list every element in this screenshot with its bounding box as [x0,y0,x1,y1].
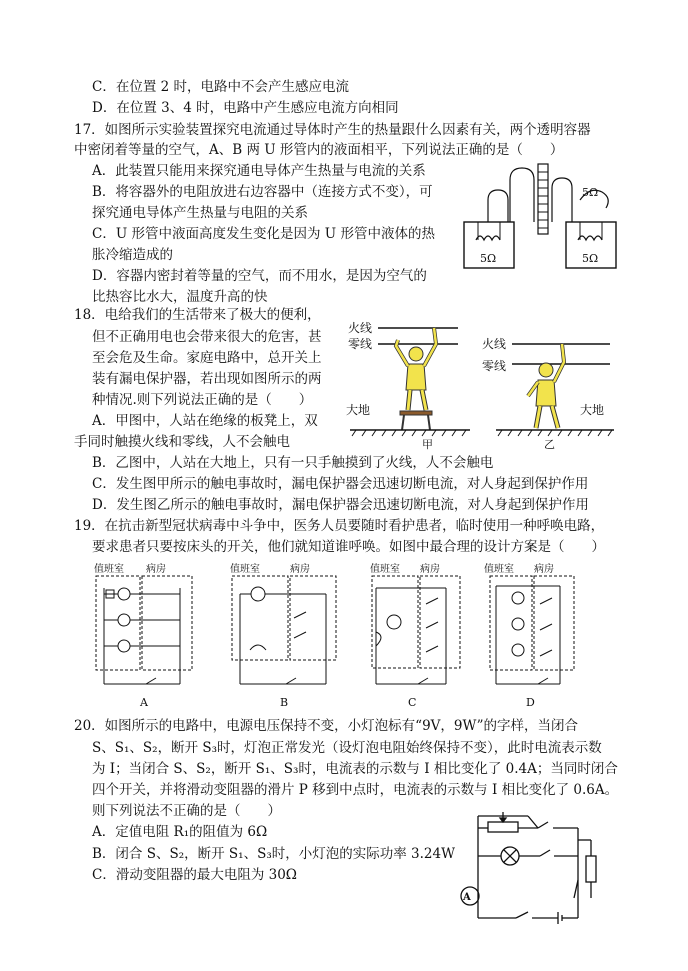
q18-electric-shock-figure [346,318,618,452]
person-on-stool [396,328,436,410]
q20-stem-line1: 20．如图所示的电路中，电源电压保持不变，小灯泡标有“9V，9W”的字样，当闭合 [74,718,579,734]
q17-heating-apparatus-figure [458,160,620,272]
q18-stem-line2: 但不正确用电也会带来很大的危害，甚 [92,329,322,345]
q17-option-b1: B．将容器外的电阻放进右边容器中（连接方式不变），可 [92,184,433,200]
live-wire-label-1: 火线 [348,321,373,335]
right-resistor-label: 5Ω [582,252,599,265]
q20-stem-line3: 为 I；当闭合 S、S₂，断开 S₁、S₃时，电流表的示数与 I 相比变化了 0.4A；当同时闭合 [92,761,618,777]
svg-text:病房: 病房 [290,564,310,575]
left-heater-coil [476,236,500,240]
q17-option-d2: 比热容比水大，温度升高的快 [92,289,268,305]
q18-stem-line3: 至会危及生命。家庭电路中，总开关上 [92,350,322,366]
q18-stem-line5: 种情况.则下列说法正确的是（ ） [92,392,313,408]
q17-option-c1: C．U 形管中液面高度发生变化是因为 U 形管中液体的热 [92,226,435,242]
q18-stem-line1: 18．电给我们的生活带来了极大的便利， [74,307,321,323]
q17-stem-line2: 中密闭着等量的空气，A、B 两 U 形管内的液面相平，下列说法正确的是（ ） [74,142,564,158]
q19-call-circuit-options [90,560,590,708]
q16-option-d: D．在位置 3、4 时，电路中产生感应电流方向相同 [92,100,399,116]
q18-option-b: B．乙图中，人站在大地上，只有一只手触摸到了火线，人不会触电 [92,455,494,471]
svg-text:值班室: 值班室 [230,564,260,575]
svg-text:病房: 病房 [420,564,440,575]
q18-option-a1: A．甲图中，人站在绝缘的板凳上，双 [92,413,318,429]
q17-option-a: A．此装置只能用来探究通电导体产生热量与电流的关系 [92,163,426,179]
q19-stem-line1: 19．在抗击新型冠状病毒中斗争中，医务人员要随时看护患者，临时使用一种呼唤电路， [74,518,605,534]
option-label-a: A [140,696,148,708]
option-label-b: B [280,696,289,708]
right-heater-coil [578,236,602,240]
u-tube-a [488,190,508,222]
q20-option-b: B．闭合 S、S₂，断开 S₁、S₃时，小灯泡的实际功率 3.24W [92,846,455,862]
q20-option-c: C．滑动变阻器的最大电阻为 30Ω [92,867,297,883]
circuit-option-a [94,562,192,708]
q18-option-d: D．发生图乙所示的触电事故时，漏电保护器会迅速切断电流，对人身起到保护作用 [92,497,589,513]
figure-caption-jia: 甲 [422,438,433,451]
circuit-option-c [370,562,460,708]
svg-text:病房: 病房 [534,564,554,575]
q19-stem-line2: 要求患者只要按床头的开关，他们就知道谁呼唤。如图中最合理的设计方案是（ ） [92,539,605,555]
svg-text:值班室: 值班室 [94,564,124,575]
q16-option-c: C．在位置 2 时，电路中不会产生感应电流 [92,79,350,95]
figure-caption-yi: 乙 [544,438,555,451]
circuit-option-b [230,562,336,708]
circuit-option-d [484,562,574,708]
neutral-wire-label-2: 零线 [482,359,507,373]
q17-option-b2: 探究通电导体产生热量与电阻的关系 [92,205,308,221]
q20-stem-line2: S、S₁、S₂，断开 S₃时，灯泡正常发光（设灯泡电阻始终保持不变），此时电流表示数 [92,740,602,756]
q17-stem-line1: 17．如图所示实验装置探究电流通过导体时产生的热量跟什么因素有关，两个透明容器 [74,122,591,138]
left-resistor-label: 5Ω [480,252,497,265]
q18-stem-line4: 装有漏电保护器，若出现如图所示的两 [92,371,322,387]
q17-option-c2: 胀冷缩造成的 [92,247,173,263]
earth-label-1: 大地 [346,403,371,417]
q18-option-a2: 手同时触摸火线和零线，人不会触电 [74,434,290,450]
q20-option-a: A．定值电阻 R₁的阻值为 6Ω [92,824,268,840]
q17-option-d1: D．容器内密封着等量的空气，而不用水，是因为空气的 [92,268,427,284]
live-wire-label-2: 火线 [482,337,507,351]
svg-text:值班室: 值班室 [484,564,514,575]
u-tube-b [510,168,534,222]
q18-option-c: C．发生图甲所示的触电事故时，漏电保护器会迅速切断电流，对人身起到保护作用 [92,476,589,492]
scale-ruler [538,164,548,234]
earth-label-2: 大地 [580,403,605,417]
option-label-c: C [408,696,417,708]
q20-stem-line5: 则下列说法不正确的是（ ） [92,803,281,819]
ammeter-symbol: A [463,892,471,903]
svg-text:值班室: 值班室 [370,564,400,575]
svg-text:病房: 病房 [146,564,166,575]
person-on-ground [528,344,564,428]
neutral-wire-label-1: 零线 [348,337,373,351]
q20-stem-line4: 四个开关，并将滑动变阻器的滑片 P 移到中点时，电流表的示数与 I 相比变化了 0.6A。 [92,782,619,798]
external-resistor-label: 5Ω [582,186,599,199]
q20-circuit-figure [458,806,608,928]
u-tube-c [552,178,572,222]
insulated-stool [400,411,432,430]
option-label-d: D [526,696,535,708]
